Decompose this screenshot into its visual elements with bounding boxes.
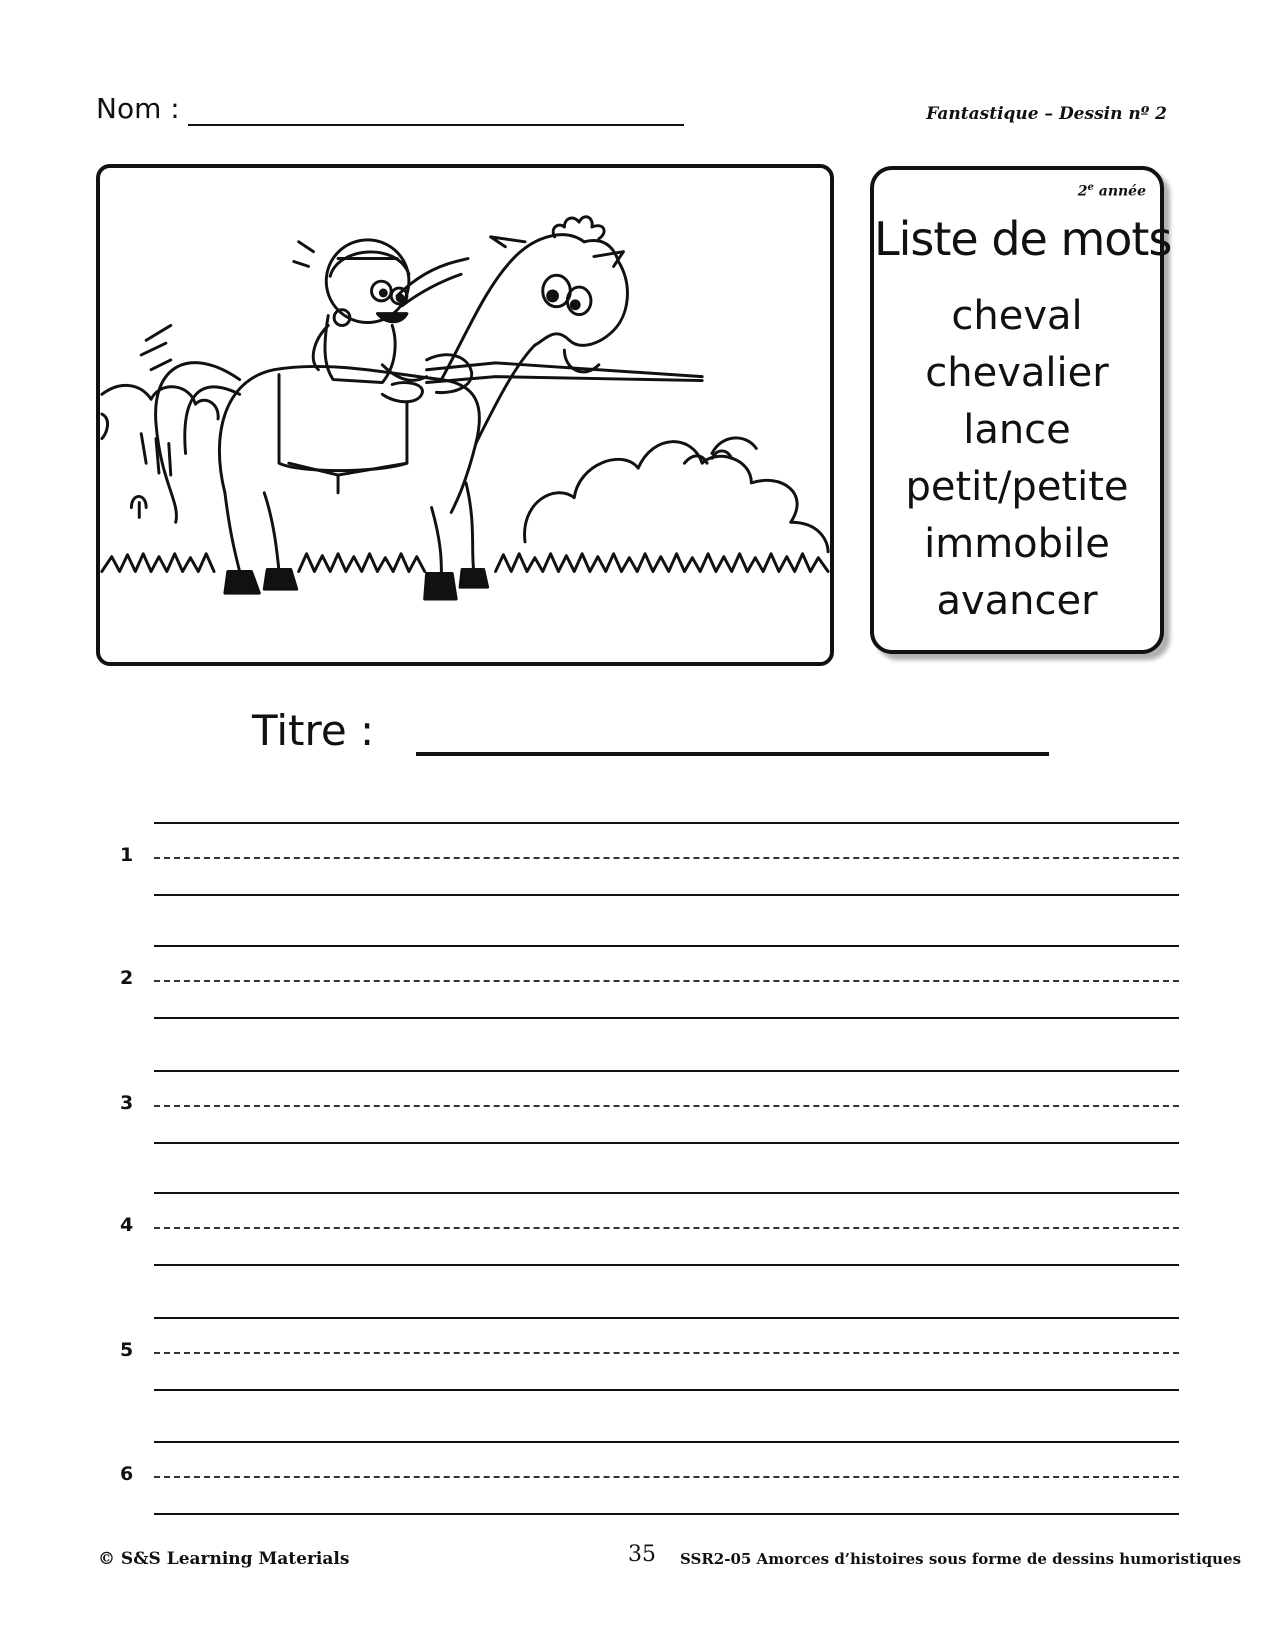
line-number: 2	[120, 967, 134, 989]
word-list-title: Liste de mots	[874, 212, 1172, 266]
list-item: petit/petite	[905, 464, 1129, 510]
list-item: immobile	[924, 521, 1110, 567]
writing-base-line	[154, 894, 1179, 896]
line-number: 5	[120, 1339, 134, 1361]
list-item: cheval	[951, 293, 1083, 339]
writing-base-line	[154, 1513, 1179, 1515]
name-field-line[interactable]	[188, 124, 684, 126]
writing-row-4[interactable]	[0, 1192, 1275, 1266]
writing-top-line	[154, 1317, 1179, 1319]
line-number: 6	[120, 1463, 134, 1485]
word-list-box	[870, 166, 1172, 654]
writing-mid-line	[154, 980, 1179, 982]
page-number: 35	[628, 1542, 656, 1567]
line-number: 3	[120, 1092, 134, 1114]
writing-mid-line	[154, 1352, 1179, 1354]
writing-base-line	[154, 1389, 1179, 1391]
writing-top-line	[154, 1441, 1179, 1443]
list-item: lance	[963, 407, 1071, 453]
series-label: Fantastique – Dessin nº 2	[926, 104, 1167, 124]
writing-base-line	[154, 1017, 1179, 1019]
writing-row-1[interactable]	[0, 822, 1275, 896]
grade-label: 2e année	[1077, 182, 1146, 200]
writing-row-6[interactable]	[0, 1441, 1275, 1515]
footer-copyright: © S&S Learning Materials	[98, 1549, 350, 1569]
writing-top-line	[154, 1070, 1179, 1072]
title-label: Titre :	[252, 706, 375, 755]
writing-row-3[interactable]	[0, 1070, 1275, 1144]
word-list	[874, 288, 1160, 630]
footer-book-title: SSR2-05 Amorces d’histoires sous forme de dessins humoristiques	[680, 1550, 1242, 1568]
name-label: Nom :	[96, 92, 180, 125]
writing-mid-line	[154, 857, 1179, 859]
list-item: chevalier	[925, 350, 1109, 396]
writing-top-line	[154, 945, 1179, 947]
list-item: avancer	[936, 578, 1098, 624]
writing-base-line	[154, 1142, 1179, 1144]
line-number: 4	[120, 1214, 134, 1236]
writing-row-2[interactable]	[0, 945, 1275, 1019]
title-field-line[interactable]	[416, 752, 1049, 756]
writing-mid-line	[154, 1227, 1179, 1229]
writing-row-5[interactable]	[0, 1317, 1275, 1391]
writing-mid-line	[154, 1476, 1179, 1478]
writing-top-line	[154, 1192, 1179, 1194]
writing-top-line	[154, 822, 1179, 824]
knight-on-horse-icon	[100, 168, 830, 662]
writing-base-line	[154, 1264, 1179, 1266]
writing-mid-line	[154, 1105, 1179, 1107]
line-number: 1	[120, 844, 134, 866]
illustration-frame	[96, 164, 834, 666]
